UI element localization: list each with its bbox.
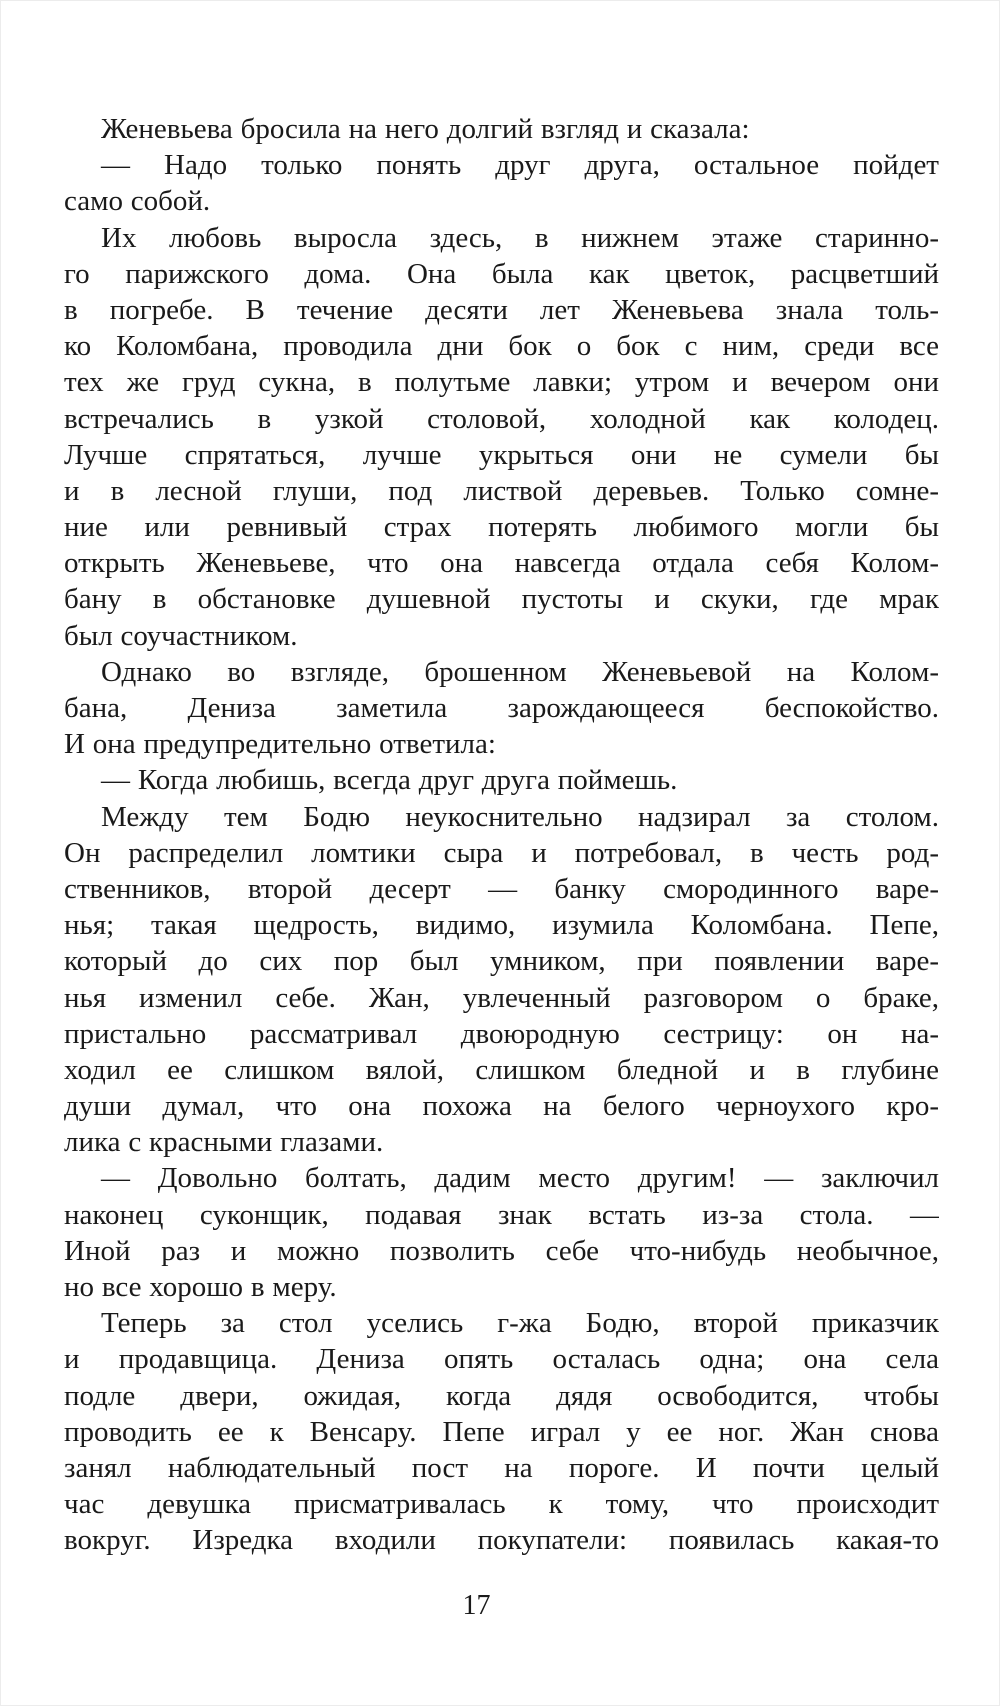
text-line: Иной раз и можно позволить себе что-нибудь необычное,: [64, 1234, 939, 1267]
text-line: и продавщица. Дениза опять осталась одна; она села: [64, 1343, 939, 1376]
text-line: го парижского дома. Она была как цветок, расцветший: [64, 257, 939, 290]
text-line: Между тем Бодю неукоснительно надзирал за столом.: [101, 800, 939, 833]
text-line: И она предупредительно ответила:: [64, 728, 496, 761]
text-line: пристально рассматривал двоюродную сестрицу: он на-: [64, 1017, 939, 1050]
text-line: Лучше спрятаться, лучше укрыться они не сумели бы: [64, 438, 939, 471]
page-number: 17: [462, 1590, 491, 1621]
text-line: — Довольно болтать, дадим место другим! — заключил: [101, 1162, 939, 1195]
text-line: ко Коломбана, проводила дни бок о бок с ним, среди все: [64, 330, 939, 363]
text-line: Женевьева бросила на него долгий взгляд и сказала:: [101, 113, 750, 145]
text-line: — Надо только понять друг друга, остальное пойдет: [101, 149, 939, 182]
text-line: Их любовь выросла здесь, в нижнем этаже старинно-: [101, 221, 939, 254]
text-line: тех же груд сукна, в полутьме лавки; утром и вечером они: [64, 366, 939, 399]
paragraph: [64, 654, 939, 763]
text-line: нья; такая щедрость, видимо, изумила Коломбана. Пепе,: [64, 909, 939, 942]
text-line: подле двери, ожидая, когда дядя освободится, чтобы: [64, 1379, 939, 1412]
paragraph: [64, 147, 939, 219]
text-line: который до сих пор был умником, при появлении варе-: [64, 945, 939, 978]
text-line: и в лесной глуши, под листвой деревьев. Только сомне-: [64, 474, 939, 507]
paragraph: [64, 1305, 939, 1558]
text-line: вокруг. Изредка входили покупатели: появилась какая-то: [64, 1524, 939, 1557]
text-line: ходил ее слишком вялой, слишком бледной и в глубине: [64, 1053, 939, 1086]
text-line: лика с красными глазами.: [64, 1126, 384, 1159]
text-line: бана, Дениза заметила зарождающееся беспокойство.: [64, 692, 939, 724]
text-line: само собой.: [64, 185, 211, 218]
text-line: Он распределил ломтики сыра и потребовал, в честь род-: [64, 836, 939, 869]
text-line: занял наблюдательный пост на пороге. И почти целый: [64, 1451, 939, 1484]
text-line: ственников, второй десерт — банку смородинного варе-: [64, 872, 939, 905]
text-line: встречались в узкой столовой, холодной как колодец.: [64, 402, 939, 435]
paragraph: [64, 762, 939, 798]
page-text: [64, 111, 939, 1559]
paragraph: [64, 220, 939, 654]
text-line: в погребе. В течение десяти лет Женевьева знала толь-: [64, 293, 939, 326]
paragraph: [64, 111, 939, 147]
paragraph: [64, 1160, 939, 1305]
text-line: Однако во взгляде, брошенном Женевьевой на Колом-: [101, 655, 939, 688]
text-line: — Когда любишь, всегда друг друга поймешь.: [101, 764, 678, 797]
text-line: час девушка присматривалась к тому, что происходит: [64, 1488, 939, 1521]
text-line: проводить ее к Венсару. Пепе играл у ее ног. Жан снова: [64, 1415, 939, 1448]
text-line: но все хорошо в меру.: [64, 1271, 337, 1303]
text-line: ние или ревнивый страх потерять любимого могли бы: [64, 511, 939, 544]
paragraph: [64, 799, 939, 1161]
text-line: открыть Женевьеве, что она навсегда отдала себя Колом-: [64, 547, 939, 580]
text-line: нья изменил себе. Жан, увлеченный разговором о браке,: [64, 981, 939, 1014]
text-line: бану в обстановке душевной пустоты и скуки, где мрак: [64, 583, 939, 616]
text-line: был соучастником.: [64, 619, 298, 652]
text-line: Теперь за стол уселись г-жа Бодю, второй приказчик: [101, 1307, 939, 1340]
text-line: наконец суконщик, подавая знак встать из-за стола. —: [64, 1198, 939, 1231]
text-line: души думал, что она похожа на белого черноухого кро-: [64, 1090, 939, 1123]
